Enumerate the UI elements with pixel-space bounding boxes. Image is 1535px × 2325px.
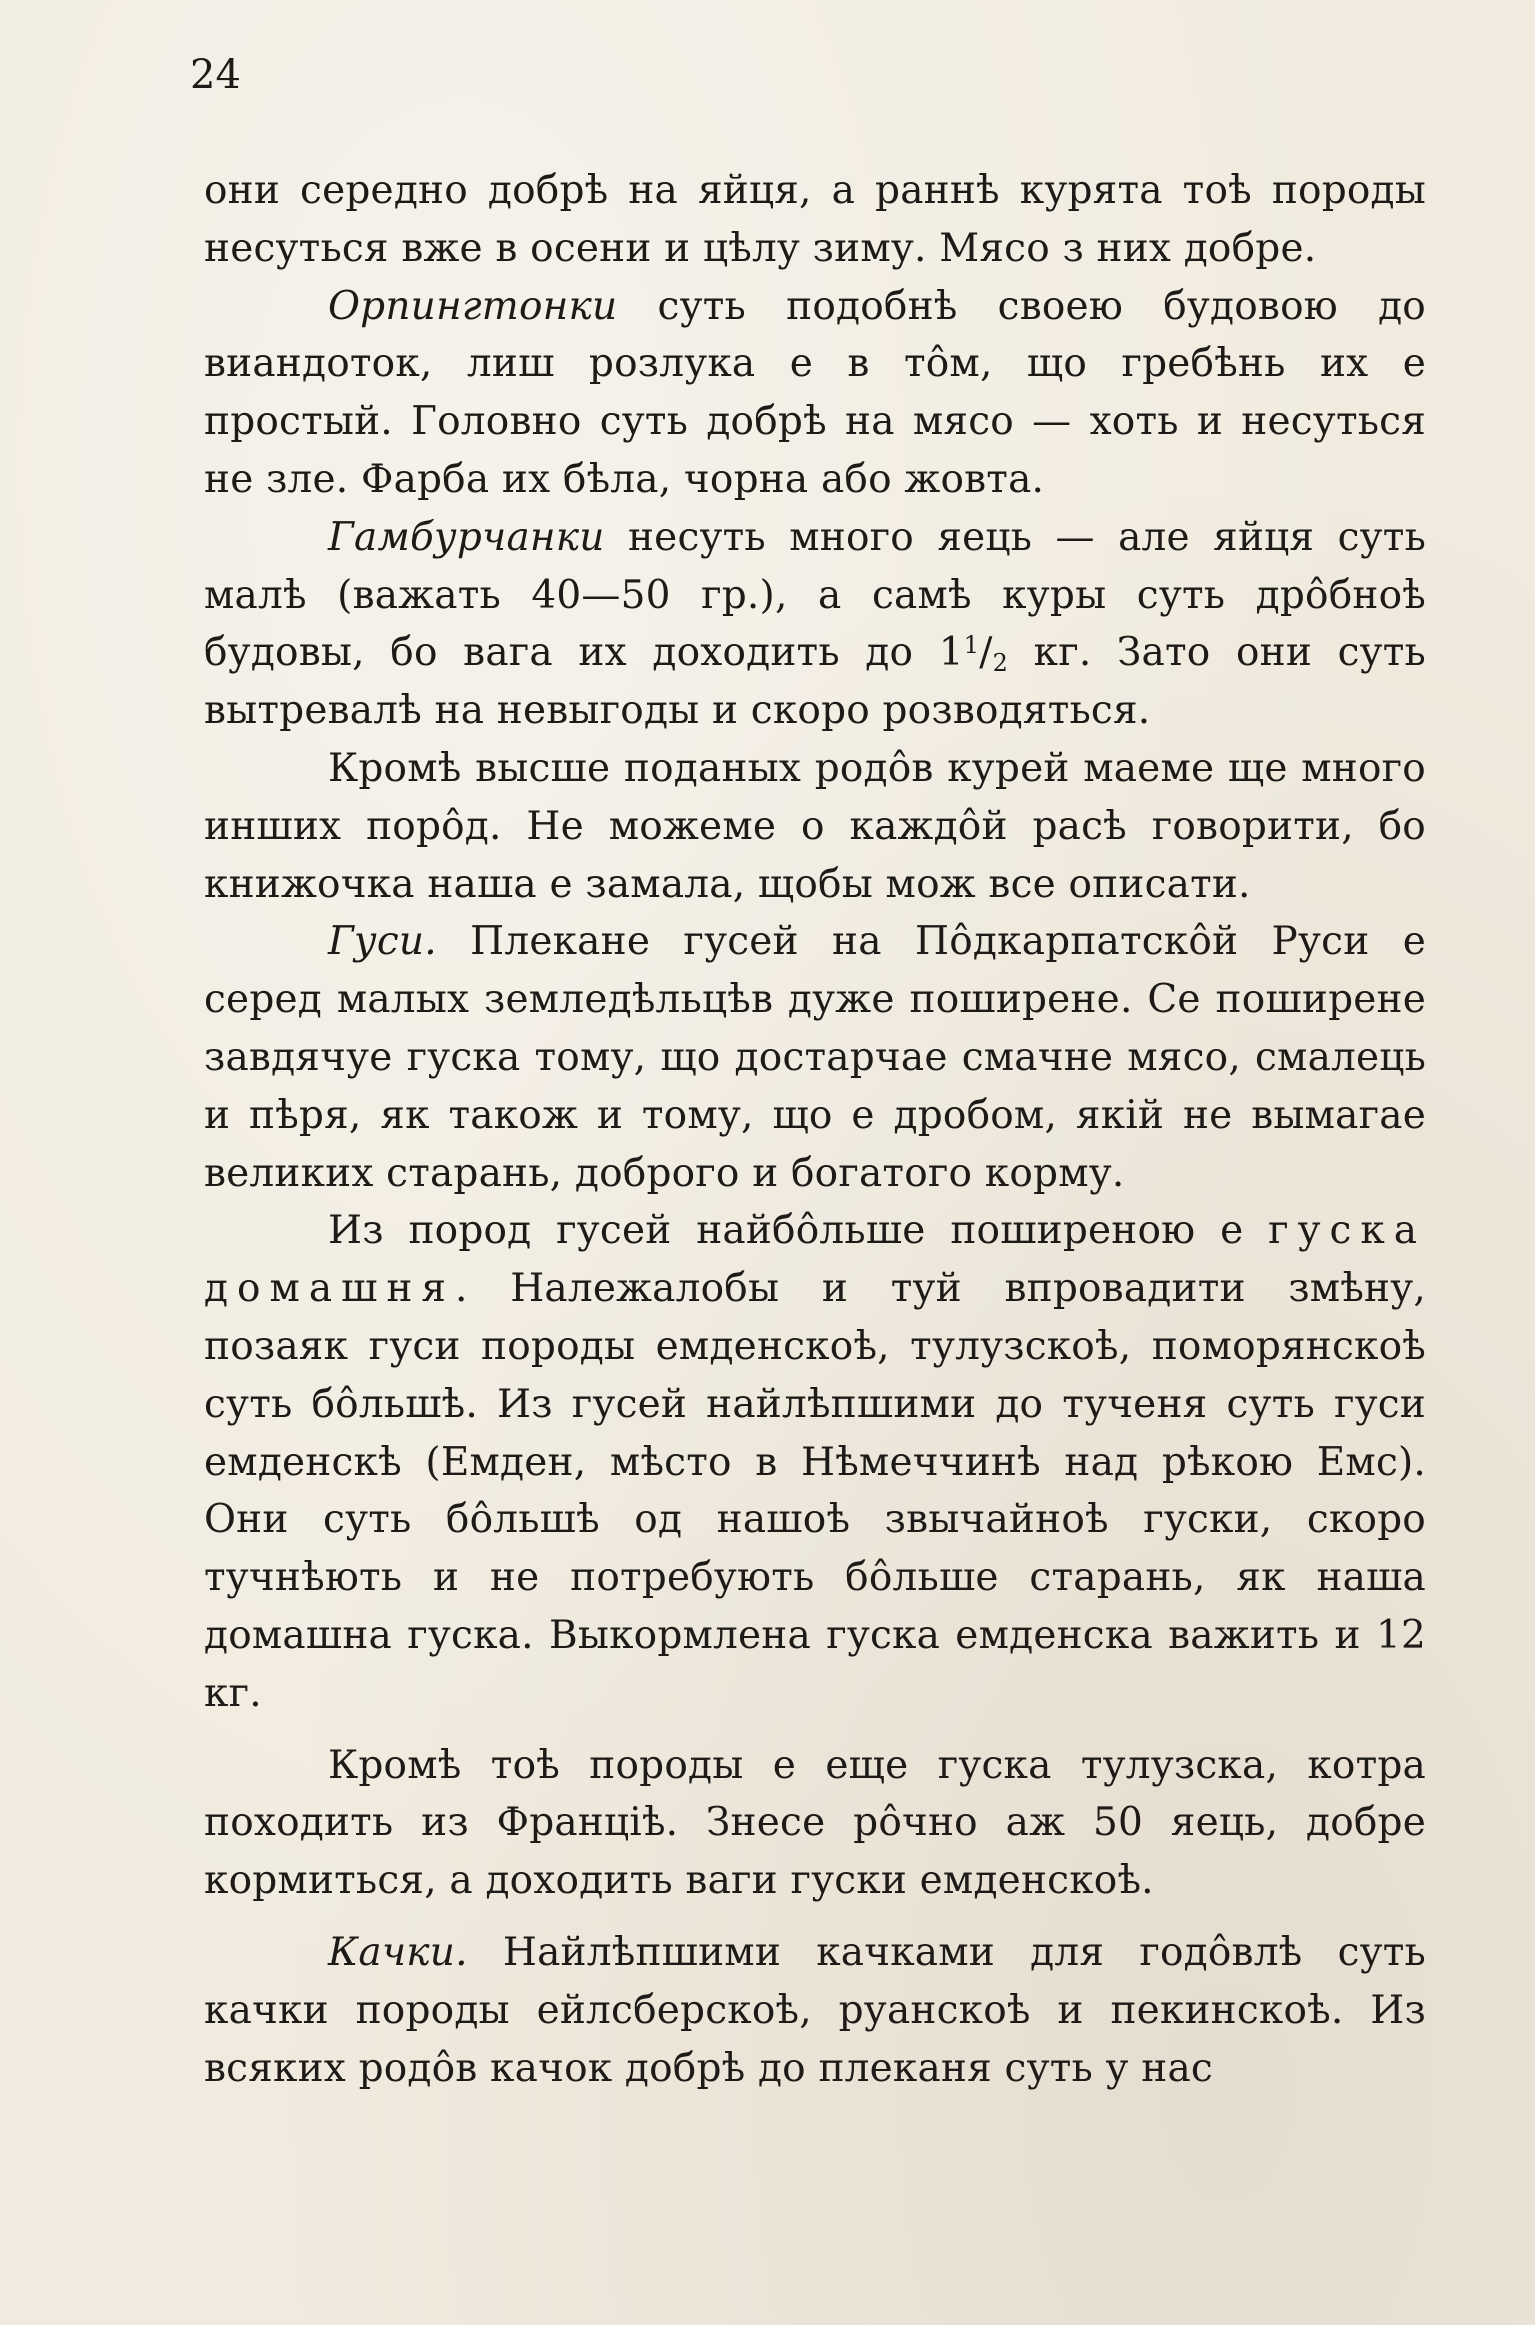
text-body [204, 162, 1426, 2097]
fraction-slash: / [979, 630, 993, 676]
fraction-denominator: 2 [992, 649, 1009, 678]
paragraph-orpingtons [204, 278, 1426, 509]
section-heading-ducks: Качки. [328, 1929, 468, 1975]
paragraph-continuation [204, 162, 1426, 278]
paragraph-text: . Належалобы и туй впровадити змѣну, позаяк гуси породы емденскоѣ, тулузскоѣ, поморянскоѣ суть бôльшѣ. Из гусей найлѣпшими до тученя суть гуси емденскѣ (Емден, мѣсто в Нѣмеччинѣ над рѣкою Емс). Они суть бôльшѣ од нашоѣ звычайноѣ гуски, скоро тучнѣють и не потребують бôльше старань, як наша домашна гуска. Выкормлена гуска емденска важить и 12 кг. [204, 1266, 1426, 1716]
fraction-numerator: 1 [963, 631, 980, 660]
paragraph-ducks [204, 1924, 1426, 2097]
paragraph-goose-breeds [204, 1202, 1426, 1722]
paragraph-text: Кромѣ тоѣ породы е еще гуска тулузска, котра походить из Францiѣ. Знесе рôчно аж 50 яець, добре кормиться, а доходить ваги гуски емденскоѣ. [204, 1742, 1426, 1904]
spaced-term-domestic-goose: гуска домашня [204, 1208, 1426, 1312]
paragraph-text: Плекане гусей на Пôдкарпатскôй Руси е серед малых земледѣльцѣв дуже поширене. Се поширене завдячуе гуска тому, що достарчае смачне мясо, смалець и пѣря, як також и тому, що е дробом, якій не вымагае великих старань, доброго и богатого корму. [204, 919, 1426, 1196]
page-number: 24 [190, 52, 241, 98]
breed-name-orpingtons: Орпингтонки [328, 283, 618, 329]
paragraph-text: кг. Зато они суть вытревалѣ на невыгоды и скоро розводяться. [204, 630, 1426, 734]
paragraph-other-breeds [204, 740, 1426, 913]
paragraph-text: суть подобнѣ своею будовою до виандоток, лиш розлука е в тôм, що гребѣнь их е простый. Головно суть добрѣ на мясо — хоть и несуться не зле. Фарба их бѣла, чорна або жовта. [204, 283, 1426, 502]
paragraph-geese [204, 913, 1426, 1202]
paragraph-text: Найлѣпшими качками для годôвлѣ суть качки породы ейлсберскоѣ, руанскоѣ и пекинскоѣ. Из всяких родôв качок добрѣ до плеканя суть у нас [204, 1929, 1426, 2091]
breed-name-hamburgs: Гамбурчанки [328, 514, 605, 560]
section-heading-geese: Гуси. [328, 919, 437, 965]
paragraph-text: они середно добрѣ на яйця, а раннѣ курята тоѣ породы несуться вже в осени и цѣлу зиму. Мясо з них добре. [204, 168, 1426, 271]
paragraph-text: Кромѣ высше поданых родôв курей маеме ще много инших порôд. Не можеме о каждôй расѣ говорити, бо книжочка наша е замала, щобы мож все описати. [204, 745, 1426, 907]
paragraph-text: Из пород гусей найбôльше поширеною е [328, 1208, 1269, 1254]
paragraph-hamburgs [204, 509, 1426, 740]
paragraph-text: несуть много яець — але яйця суть малѣ (важать 40—50 гр.), а самѣ куры суть дрôбноѣ будовы, бо вага их доходить до 1 [204, 514, 1426, 676]
paragraph-toulouse-goose [204, 1737, 1426, 1910]
